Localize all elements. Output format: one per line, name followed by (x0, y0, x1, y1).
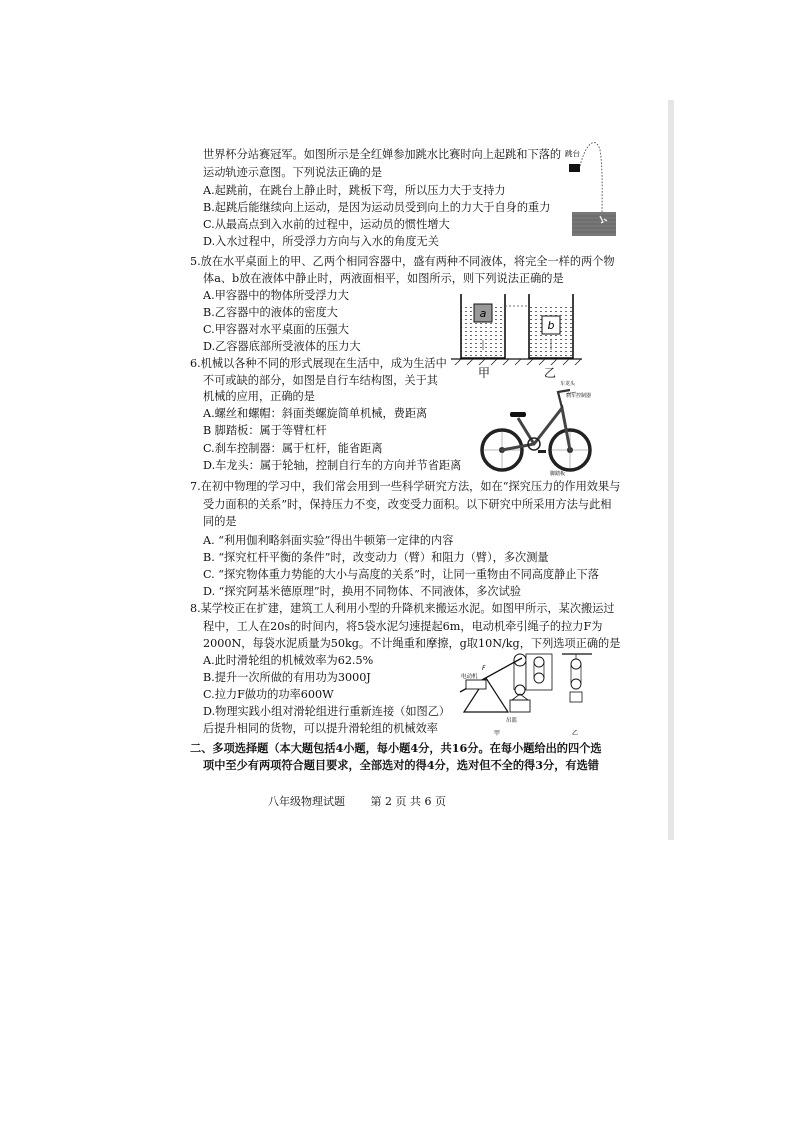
q8-option-b: B.提升一次所做的有用功为3000J (203, 671, 371, 684)
q4-line-2: 运动轨迹示意图。下列说法正确的是 (203, 166, 383, 179)
diving-platform-label: 跳台 (565, 149, 580, 158)
q6-option-d: D.车龙头：属于轮轴，控制自行车的方向并节省距离 (203, 459, 462, 472)
q6-option-a: A.螺丝和螺帽：斜面类螺旋简单机械，费距离 (203, 407, 428, 420)
q8-stem-2: 程中，工人在20s的时间内，将5袋水泥匀速提起6m，电动机牵引绳子的拉力F为 (203, 620, 603, 633)
handlebar-tag: 车龙头 (560, 381, 576, 387)
q6-stem-3: 机械的应用，正确的是 (203, 390, 315, 403)
pulley-system-figure (458, 650, 598, 738)
q7-stem-3: 同的是 (203, 515, 237, 528)
footer-subject: 八年级物理试题 (268, 795, 345, 808)
q4-line-1: 世界杯分站赛冠军。如图所示是全红婵参加跳水比赛时向上起跳和下落的 (203, 148, 562, 161)
two-containers-figure (449, 290, 584, 376)
pedal-tag: 脚踏板 (550, 471, 566, 477)
container-yi-label: 乙 (544, 366, 557, 380)
q7-option-d: D. “探究阿基米德原理”时，换用不同物体、不同液体，多次试验 (203, 585, 521, 598)
pulley-jia-label: 甲 (494, 730, 501, 737)
q6-option-c: C.刹车控制器：属于杠杆，能省距离 (203, 442, 383, 455)
q5-option-b: B.乙容器中的液体的密度大 (203, 306, 338, 319)
container-jia-label: 甲 (478, 366, 491, 380)
footer-page-number: 第 2 页 共 6 页 (370, 795, 446, 808)
q8-stem-1: 8.某学校正在扩建，建筑工人利用小型的升降机来搬运水泥。如图甲所示，某次搬运过 (190, 602, 615, 615)
q8-option-a: A.此时滑轮组的机械效率为62.5% (203, 654, 374, 667)
q6-stem-2: 不可或缺的部分，如图是自行车结构图，关于其 (203, 374, 438, 387)
bicycle-figure (478, 378, 596, 478)
q8-option-d: D.物理实践小组对滑轮组进行重新连接（如图乙） (203, 705, 451, 718)
q8-option-c: C.拉力F做功的功率600W (203, 688, 334, 701)
block-a-label: a (479, 307, 487, 320)
q4-option-b: B.起跳后能继续向上运动，是因为运动员受到向上的力大于自身的重力 (203, 201, 551, 214)
q7-stem-1: 7.在初中物理的学习中，我们常会用到一些科学研究方法，如在“探究压力的作用效果与 (190, 480, 621, 493)
pulley-yi-label: 乙 (572, 730, 579, 737)
q7-option-a: A. “利用伽利略斜面实验”得出牛顿第一定律的内容 (203, 534, 454, 547)
q5-option-a: A.甲容器中的物体所受浮力大 (203, 289, 349, 302)
q7-stem-2: 受力面积的关系”时，保持压力不变，改变受力面积。以下研究中所采用方法与此相 (203, 498, 612, 511)
page-edge-shadow (668, 100, 674, 840)
page-footer (268, 793, 468, 809)
q5-stem-1: 5.放在水平桌面上的甲、乙两个相同容器中，盛有两种不同液体，将完全一样的两个物 (190, 255, 615, 268)
q4-option-a: A.起跳前，在跳台上静止时，跳板下弯，所以压力大于支持力 (203, 184, 506, 197)
section2-heading-1: 二、多项选择题（本大题包括4小题，每小题4分，共16分。在每小题给出的四个选 (190, 741, 602, 755)
q6-option-b: B 脚踏板：属于等臂杠杆 (203, 424, 327, 437)
q6-stem-1: 6.机械以各种不同的形式展现在生活中，成为生活中 (190, 357, 447, 370)
q8-option-d-cont: 后提升相同的货物，可以提升滑轮组的机械效率 (203, 722, 438, 735)
q7-option-c: C. “探究物体重力势能的大小与高度的关系”时，让同一重物由不同高度静止下落 (203, 568, 599, 581)
q5-option-c: C.甲容器对水平桌面的压强大 (203, 323, 349, 336)
diving-trajectory-figure (562, 138, 620, 238)
q8-stem-3: 2000N，每袋水泥质量为50kg。不计绳重和摩擦，g取10N/kg，下列选项正确的是 (203, 637, 621, 650)
q4-option-c: C.从最高点到入水前的过程中，运动员的惯性增大 (203, 218, 450, 231)
q5-option-d: D.乙容器底部所受液体的压力大 (203, 340, 361, 353)
section2-heading-2: 项中至少有两项符合题目要求，全部选对的得4分，选对但不全的得3分，有选错 (203, 758, 599, 772)
cargo-label: 吊篮 (506, 718, 518, 724)
q7-option-b: B. “探究杠杆平衡的条件”时，改变动力（臂）和阻力（臂），多次测量 (203, 551, 549, 564)
q5-stem-2: 体a、b放在液体中静止时，两液面相平，如图所示，则下列说法正确的是 (203, 272, 564, 285)
brake-tag: 刹车控制器 (566, 393, 592, 399)
motor-label: 电动机 (461, 674, 478, 680)
block-b-label: b (547, 319, 555, 332)
q4-option-d: D.入水过程中，所受浮力方向与入水的角度无关 (203, 235, 439, 248)
force-f-label: F (482, 665, 486, 672)
